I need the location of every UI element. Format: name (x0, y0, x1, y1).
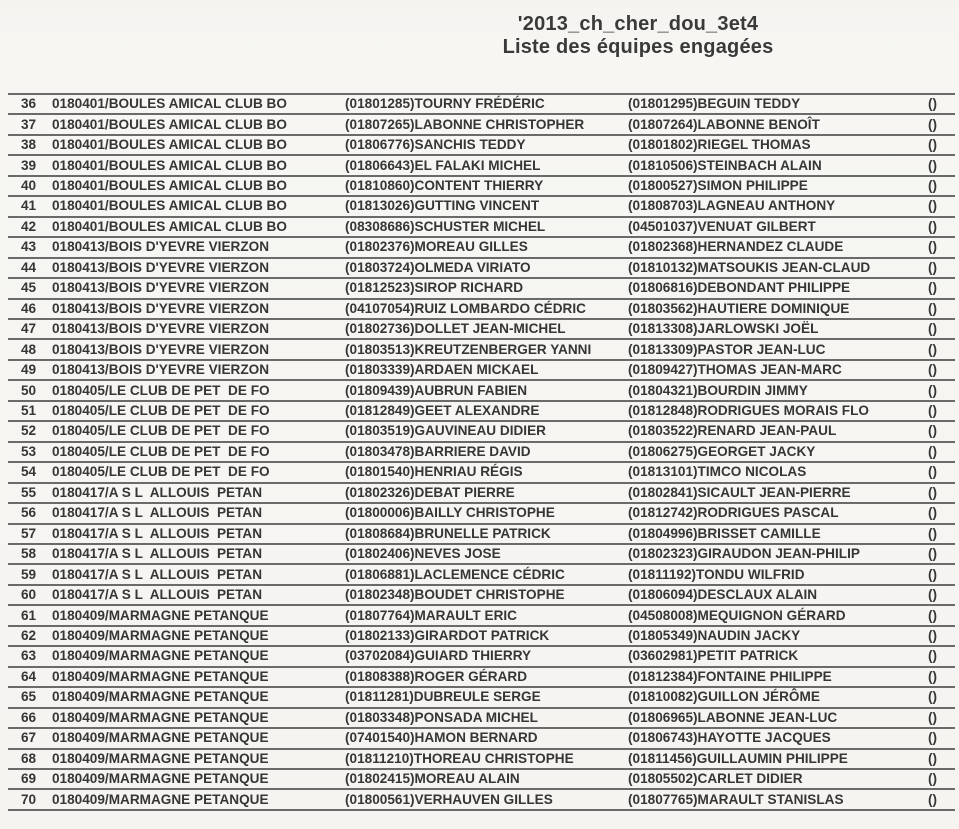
suffix-cell: () (927, 362, 937, 378)
row-number-cell: 40 (21, 178, 37, 194)
suffix-cell: () (927, 771, 937, 787)
table-row (8, 627, 955, 647)
player2-cell: (01804321)BOURDIN JIMMY (628, 382, 808, 398)
club-cell: 0180417/A S L ALLOUIS PETAN (52, 566, 263, 582)
club-cell: 0180413/BOIS D'YEVRE VIERZON (52, 239, 270, 255)
table-row (8, 156, 955, 176)
suffix-cell: () (927, 668, 937, 684)
player1-cell: (01806776)SANCHIS TEDDY (345, 137, 526, 153)
page-title: '2013_ch_cher_dou_3et4 (517, 13, 759, 35)
player1-cell: (01803339)ARDAEN MICKAEL (345, 362, 539, 378)
suffix-cell: () (927, 628, 937, 643)
suffix-cell: () (927, 443, 937, 459)
table-row (8, 525, 955, 545)
row-number-cell: 36 (21, 96, 37, 112)
row-number-cell: 60 (21, 587, 37, 603)
player2-cell: (01802323)GIRAUDON JEAN-PHILIP (628, 546, 860, 562)
player1-cell: (01811281)DUBREULE SERGE (345, 689, 541, 705)
club-cell: 0180405/LE CLUB DE PET DE FO (52, 443, 270, 459)
suffix-cell: () (927, 280, 937, 296)
table-row (8, 606, 955, 626)
suffix-cell: () (927, 321, 937, 337)
player1-cell: (01807265)LABONNE CHRISTOPHER (345, 116, 585, 132)
suffix-cell: () (927, 239, 937, 255)
club-cell: 0180409/MARMAGNE PETANQUE (52, 689, 269, 705)
club-cell: 0180409/MARMAGNE PETANQUE (52, 750, 269, 766)
player1-cell: (01803519)GAUVINEAU DIDIER (345, 423, 546, 439)
table-row (8, 790, 955, 810)
player1-cell: (01800561)VERHAUVEN GILLES (345, 791, 553, 807)
player1-cell: (01802348)BOUDET CHRISTOPHE (345, 587, 565, 603)
table-row (8, 709, 955, 729)
table-row (8, 340, 955, 360)
suffix-cell: () (927, 300, 937, 316)
suffix-cell: () (927, 791, 937, 807)
row-number-cell: 45 (21, 280, 37, 296)
row-number-cell: 38 (21, 137, 37, 153)
player1-cell: (01800006)BAILLY CHRISTOPHE (345, 505, 555, 521)
player2-cell: (01805349)NAUDIN JACKY (628, 628, 801, 643)
player1-cell: (04107054)RUIZ LOMBARDO CÉDRIC (345, 300, 586, 316)
row-number-cell: 42 (21, 218, 37, 234)
player1-cell: (01808684)BRUNELLE PATRICK (345, 525, 551, 541)
player1-cell: (01803348)PONSADA MICHEL (345, 709, 538, 725)
suffix-cell: () (927, 607, 937, 623)
table-row (8, 238, 955, 258)
player1-cell: (07401540)HAMON BERNARD (345, 730, 538, 746)
row-number-cell: 51 (21, 403, 37, 419)
player2-cell: (01811192)TONDU WILFRID (628, 566, 805, 582)
row-number-cell: 59 (21, 566, 37, 582)
suffix-cell: () (927, 464, 937, 480)
document-header (318, 13, 958, 59)
club-cell: 0180405/LE CLUB DE PET DE FO (52, 403, 270, 419)
row-number-cell: 56 (21, 505, 37, 521)
table-row (8, 422, 955, 442)
row-number-cell: 39 (21, 157, 37, 173)
player2-cell: (01811456)GUILLAUMIN PHILIPPE (628, 750, 848, 766)
club-cell: 0180401/BOULES AMICAL CLUB BO (52, 218, 287, 234)
player2-cell: (01805502)CARLET DIDIER (628, 771, 803, 787)
club-cell: 0180401/BOULES AMICAL CLUB BO (52, 137, 287, 153)
player1-cell: (01801540)HENRIAU RÉGIS (345, 464, 523, 480)
table-row (8, 177, 955, 197)
suffix-cell: () (927, 137, 937, 153)
player2-cell: (01800527)SIMON PHILIPPE (628, 178, 808, 194)
player1-cell: (01812849)GEET ALEXANDRE (345, 403, 540, 419)
teams-table-body (8, 95, 955, 811)
player1-cell: (01803724)OLMEDA VIRIATO (345, 259, 531, 275)
player1-cell: (01802736)DOLLET JEAN-MICHEL (345, 321, 566, 337)
club-cell: 0180417/A S L ALLOUIS PETAN (52, 505, 263, 521)
club-cell: 0180409/MARMAGNE PETANQUE (52, 648, 269, 664)
table-row (8, 320, 955, 340)
suffix-cell: () (927, 484, 937, 500)
table-row (8, 95, 955, 115)
suffix-cell: () (927, 689, 937, 705)
table-row (8, 197, 955, 217)
player1-cell: (01806881)LACLEMENCE CÉDRIC (345, 566, 565, 582)
player1-cell: (01803478)BARRIERE DAVID (345, 443, 531, 459)
player2-cell: (01813308)JARLOWSKI JOËL (628, 321, 819, 337)
row-number-cell: 57 (21, 525, 37, 541)
club-cell: 0180405/LE CLUB DE PET DE FO (52, 464, 270, 480)
row-number-cell: 46 (21, 300, 37, 316)
player1-cell: (01806643)EL FALAKI MICHEL (345, 157, 541, 173)
player2-cell: (01810506)STEINBACH ALAIN (628, 157, 822, 173)
row-number-cell: 44 (21, 259, 37, 275)
club-cell: 0180401/BOULES AMICAL CLUB BO (52, 178, 287, 194)
suffix-cell: () (927, 525, 937, 541)
player2-cell: (01806743)HAYOTTE JACQUES (628, 730, 831, 746)
player2-cell: (04501037)VENUAT GILBERT (628, 218, 816, 234)
table-row (8, 259, 955, 279)
suffix-cell: () (927, 382, 937, 398)
club-cell: 0180405/LE CLUB DE PET DE FO (52, 382, 270, 398)
table-row (8, 300, 955, 320)
club-cell: 0180409/MARMAGNE PETANQUE (52, 607, 269, 623)
player1-cell: (01807764)MARAULT ERIC (345, 607, 517, 623)
club-cell: 0180409/MARMAGNE PETANQUE (52, 628, 269, 643)
suffix-cell: () (927, 423, 937, 439)
club-cell: 0180413/BOIS D'YEVRE VIERZON (52, 321, 270, 337)
row-number-cell: 53 (21, 443, 37, 459)
club-cell: 0180413/BOIS D'YEVRE VIERZON (52, 259, 270, 275)
table-row (8, 586, 955, 606)
player1-cell: (01802133)GIRARDOT PATRICK (345, 628, 550, 643)
suffix-cell: () (927, 178, 937, 194)
club-cell: 0180401/BOULES AMICAL CLUB BO (52, 198, 287, 214)
table-row (8, 402, 955, 422)
player2-cell: (01810082)GUILLON JÉRÔME (628, 689, 820, 705)
suffix-cell: () (927, 259, 937, 275)
club-cell: 0180417/A S L ALLOUIS PETAN (52, 484, 263, 500)
row-number-cell: 41 (21, 198, 37, 214)
player2-cell: (01812742)RODRIGUES PASCAL (628, 505, 839, 521)
suffix-cell: () (927, 157, 937, 173)
club-cell: 0180409/MARMAGNE PETANQUE (52, 771, 269, 787)
row-number-cell: 52 (21, 423, 37, 439)
suffix-cell: () (927, 648, 937, 664)
club-cell: 0180401/BOULES AMICAL CLUB BO (52, 157, 287, 173)
club-cell: 0180417/A S L ALLOUIS PETAN (52, 546, 263, 562)
player1-cell: (01801285)TOURNY FRÉDÉRIC (345, 96, 545, 112)
club-cell: 0180409/MARMAGNE PETANQUE (52, 791, 269, 807)
suffix-cell: () (927, 218, 937, 234)
club-cell: 0180413/BOIS D'YEVRE VIERZON (52, 300, 270, 316)
club-cell: 0180405/LE CLUB DE PET DE FO (52, 423, 270, 439)
table-row (8, 688, 955, 708)
suffix-cell: () (927, 709, 937, 725)
page-subtitle: Liste des équipes engagées (502, 36, 774, 58)
club-cell: 0180417/A S L ALLOUIS PETAN (52, 525, 263, 541)
teams-table (8, 93, 955, 811)
table-row (8, 545, 955, 565)
player2-cell: (01812848)RODRIGUES MORAIS FLO (628, 403, 869, 419)
table-row (8, 279, 955, 299)
row-number-cell: 37 (21, 116, 37, 132)
table-row (8, 647, 955, 667)
player1-cell: (01809439)AUBRUN FABIEN (345, 382, 528, 398)
player1-cell: (03702084)GUIARD THIERRY (345, 648, 532, 664)
row-number-cell: 47 (21, 321, 37, 337)
player2-cell: (01809427)THOMAS JEAN-MARC (628, 362, 842, 378)
club-cell: 0180401/BOULES AMICAL CLUB BO (52, 96, 287, 112)
row-number-cell: 61 (21, 607, 37, 623)
suffix-cell: () (927, 505, 937, 521)
row-number-cell: 70 (21, 791, 37, 807)
row-number-cell: 67 (21, 730, 37, 746)
player1-cell: (01802415)MOREAU ALAIN (345, 771, 520, 787)
table-row (8, 115, 955, 135)
row-number-cell: 50 (21, 382, 37, 398)
player2-cell: (04508008)MEQUIGNON GÉRARD (628, 607, 846, 623)
player2-cell: (01804996)BRISSET CAMILLE (628, 525, 821, 541)
player2-cell: (01813101)TIMCO NICOLAS (628, 464, 807, 480)
table-row (8, 668, 955, 688)
table-row (8, 136, 955, 156)
suffix-cell: () (927, 566, 937, 582)
club-cell: 0180417/A S L ALLOUIS PETAN (52, 587, 263, 603)
player1-cell: (01808388)ROGER GÉRARD (345, 668, 528, 684)
player1-cell: (01812523)SIROP RICHARD (345, 280, 524, 296)
player2-cell: (03602981)PETIT PATRICK (628, 648, 799, 664)
player1-cell: (01811210)THOREAU CHRISTOPHE (345, 750, 574, 766)
player1-cell: (01813026)GUTTING VINCENT (345, 198, 540, 214)
player2-cell: (01803562)HAUTIERE DOMINIQUE (628, 300, 850, 316)
club-cell: 0180413/BOIS D'YEVRE VIERZON (52, 362, 270, 378)
player2-cell: (01801802)RIEGEL THOMAS (628, 137, 811, 153)
table-row (8, 750, 955, 770)
player2-cell: (01810132)MATSOUKIS JEAN-CLAUD (628, 259, 871, 275)
row-number-cell: 68 (21, 750, 37, 766)
club-cell: 0180409/MARMAGNE PETANQUE (52, 709, 269, 725)
row-number-cell: 43 (21, 239, 37, 255)
club-cell: 0180413/BOIS D'YEVRE VIERZON (52, 280, 270, 296)
row-number-cell: 55 (21, 484, 37, 500)
row-number-cell: 62 (21, 628, 37, 643)
suffix-cell: () (927, 403, 937, 419)
row-number-cell: 66 (21, 709, 37, 725)
player1-cell: (08308686)SCHUSTER MICHEL (345, 218, 546, 234)
player2-cell: (01803522)RENARD JEAN-PAUL (628, 423, 837, 439)
table-row (8, 463, 955, 483)
table-row (8, 361, 955, 381)
player2-cell: (01808703)LAGNEAU ANTHONY (628, 198, 836, 214)
player2-cell: (01807264)LABONNE BENOÎT (628, 116, 820, 132)
player2-cell: (01813309)PASTOR JEAN-LUC (628, 341, 826, 357)
club-cell: 0180409/MARMAGNE PETANQUE (52, 668, 269, 684)
row-number-cell: 49 (21, 362, 37, 378)
row-number-cell: 63 (21, 648, 37, 664)
suffix-cell: () (927, 341, 937, 357)
table-row (8, 381, 955, 401)
table-row (8, 484, 955, 504)
row-number-cell: 58 (21, 546, 37, 562)
player2-cell: (01802841)SICAULT JEAN-PIERRE (628, 484, 851, 500)
player1-cell: (01803513)KREUTZENBERGER YANNI (345, 341, 592, 357)
club-cell: 0180413/BOIS D'YEVRE VIERZON (52, 341, 270, 357)
player2-cell: (01806965)LABONNE JEAN-LUC (628, 709, 838, 725)
player2-cell: (01801295)BEGUIN TEDDY (628, 96, 801, 112)
suffix-cell: () (927, 116, 937, 132)
row-number-cell: 65 (21, 689, 37, 705)
player1-cell: (01802376)MOREAU GILLES (345, 239, 528, 255)
suffix-cell: () (927, 750, 937, 766)
suffix-cell: () (927, 546, 937, 562)
suffix-cell: () (927, 587, 937, 603)
table-row (8, 565, 955, 585)
row-number-cell: 54 (21, 464, 37, 480)
table-row (8, 504, 955, 524)
suffix-cell: () (927, 730, 937, 746)
player2-cell: (01806094)DESCLAUX ALAIN (628, 587, 818, 603)
player1-cell: (01802406)NEVES JOSE (345, 546, 501, 562)
player2-cell: (01812384)FONTAINE PHILIPPE (628, 668, 832, 684)
suffix-cell: () (927, 96, 937, 112)
player2-cell: (01806275)GEORGET JACKY (628, 443, 816, 459)
row-number-cell: 69 (21, 771, 37, 787)
table-row (8, 729, 955, 749)
table-row (8, 770, 955, 790)
player2-cell: (01802368)HERNANDEZ CLAUDE (628, 239, 844, 255)
player2-cell: (01806816)DEBONDANT PHILIPPE (628, 280, 851, 296)
table-row (8, 443, 955, 463)
row-number-cell: 64 (21, 668, 37, 684)
row-number-cell: 48 (21, 341, 37, 357)
club-cell: 0180409/MARMAGNE PETANQUE (52, 730, 269, 746)
player1-cell: (01802326)DEBAT PIERRE (345, 484, 515, 500)
suffix-cell: () (927, 198, 937, 214)
player2-cell: (01807765)MARAULT STANISLAS (628, 791, 844, 807)
player1-cell: (01810860)CONTENT THIERRY (345, 178, 544, 194)
club-cell: 0180401/BOULES AMICAL CLUB BO (52, 116, 287, 132)
table-row (8, 218, 955, 238)
